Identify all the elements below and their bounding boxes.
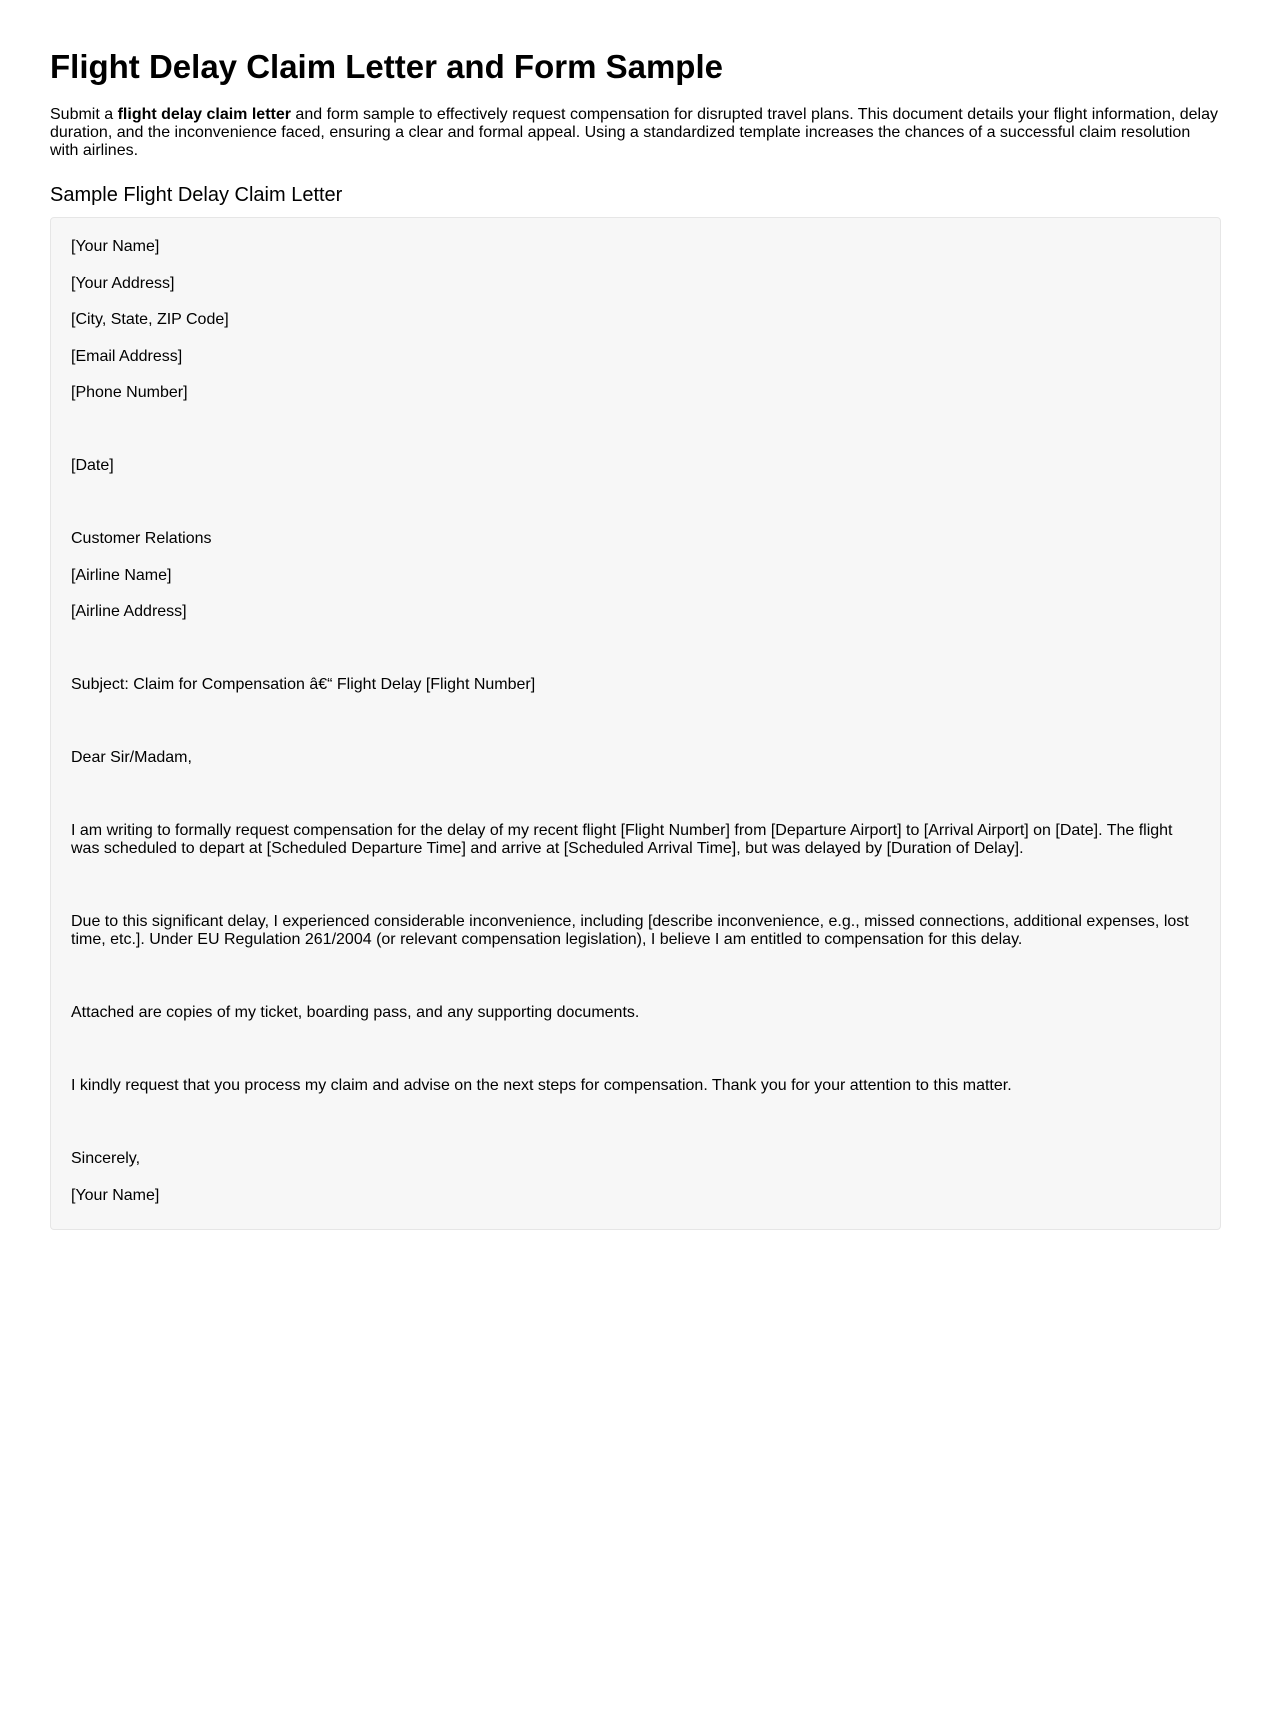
- letter-line: [Airline Address]: [71, 603, 187, 620]
- letter-blank-line: [71, 1114, 1200, 1132]
- letter-line: I am writing to formally request compensation for the delay of my recent flight [Flight Number] from [Departure Airport] to [Arrival Airport] on [Date]. The flight was scheduled to depart at [Scheduled Departure Time] and arrive at [Scheduled Arrival Time], but was delayed by [Duration of Delay].: [71, 822, 1173, 857]
- letter-blank-line: [71, 877, 1200, 895]
- letter-line: [Email Address]: [71, 347, 183, 365]
- section-heading: Sample Flight Delay Claim Letter: [50, 184, 343, 206]
- letter-blank-line: [71, 640, 1200, 658]
- letter-blank-line: [71, 1041, 1200, 1059]
- letter-line: Dear Sir/Madam,: [71, 749, 192, 766]
- letter-line: [Your Name]: [71, 1186, 160, 1204]
- letter-line: [Date]: [71, 457, 114, 474]
- letter-line: Customer Relations: [71, 530, 212, 547]
- letter-blank-line: [71, 421, 1200, 439]
- letter-blank-line: [71, 494, 1200, 512]
- letter-line: [Phone Number]: [71, 384, 188, 401]
- intro-bold-keyword: flight delay claim letter: [117, 106, 291, 123]
- intro-paragraph: [50, 106, 1221, 160]
- intro-text-before: Submit a: [50, 106, 118, 123]
- letter-blank-line: [71, 968, 1200, 986]
- letter-line: Subject: Claim for Compensation â€“ Flight Delay [Flight Number]: [71, 676, 536, 693]
- intro-text-after: and form sample to effectively request compensation for disrupted travel plans. This document details your flight information, delay duration, and the inconvenience faced, ensuring a clear and formal appeal. Using a standardized template increases the chances of a successful claim resolution with airlines.: [50, 106, 1218, 159]
- letter-line: Sincerely,: [71, 1150, 141, 1167]
- letter-line: [Your Address]: [71, 274, 175, 292]
- letter-line: [City, State, ZIP Code]: [71, 311, 229, 328]
- letter-line: [Your Name]: [71, 238, 160, 255]
- letter-blank-line: [71, 713, 1200, 731]
- letter-blank-line: [71, 786, 1200, 804]
- page-title: Flight Delay Claim Letter and Form Sample: [50, 48, 723, 85]
- letter-line: Attached are copies of my ticket, boarding pass, and any supporting documents.: [71, 1004, 640, 1021]
- letter-box: [50, 217, 1221, 1230]
- letter-line: [Airline Name]: [71, 566, 172, 584]
- letter-line: Due to this significant delay, I experienced considerable inconvenience, including [describe inconvenience, e.g., missed connections, additional expenses, lost time, etc.]. Under EU Regulation 261/2004 (or relevant compensation legislation), I believe I am entitled to compensation for this delay.: [71, 913, 1189, 948]
- letter-line: I kindly request that you process my claim and advise on the next steps for compensation. Thank you for your attention to this matter.: [71, 1077, 1012, 1094]
